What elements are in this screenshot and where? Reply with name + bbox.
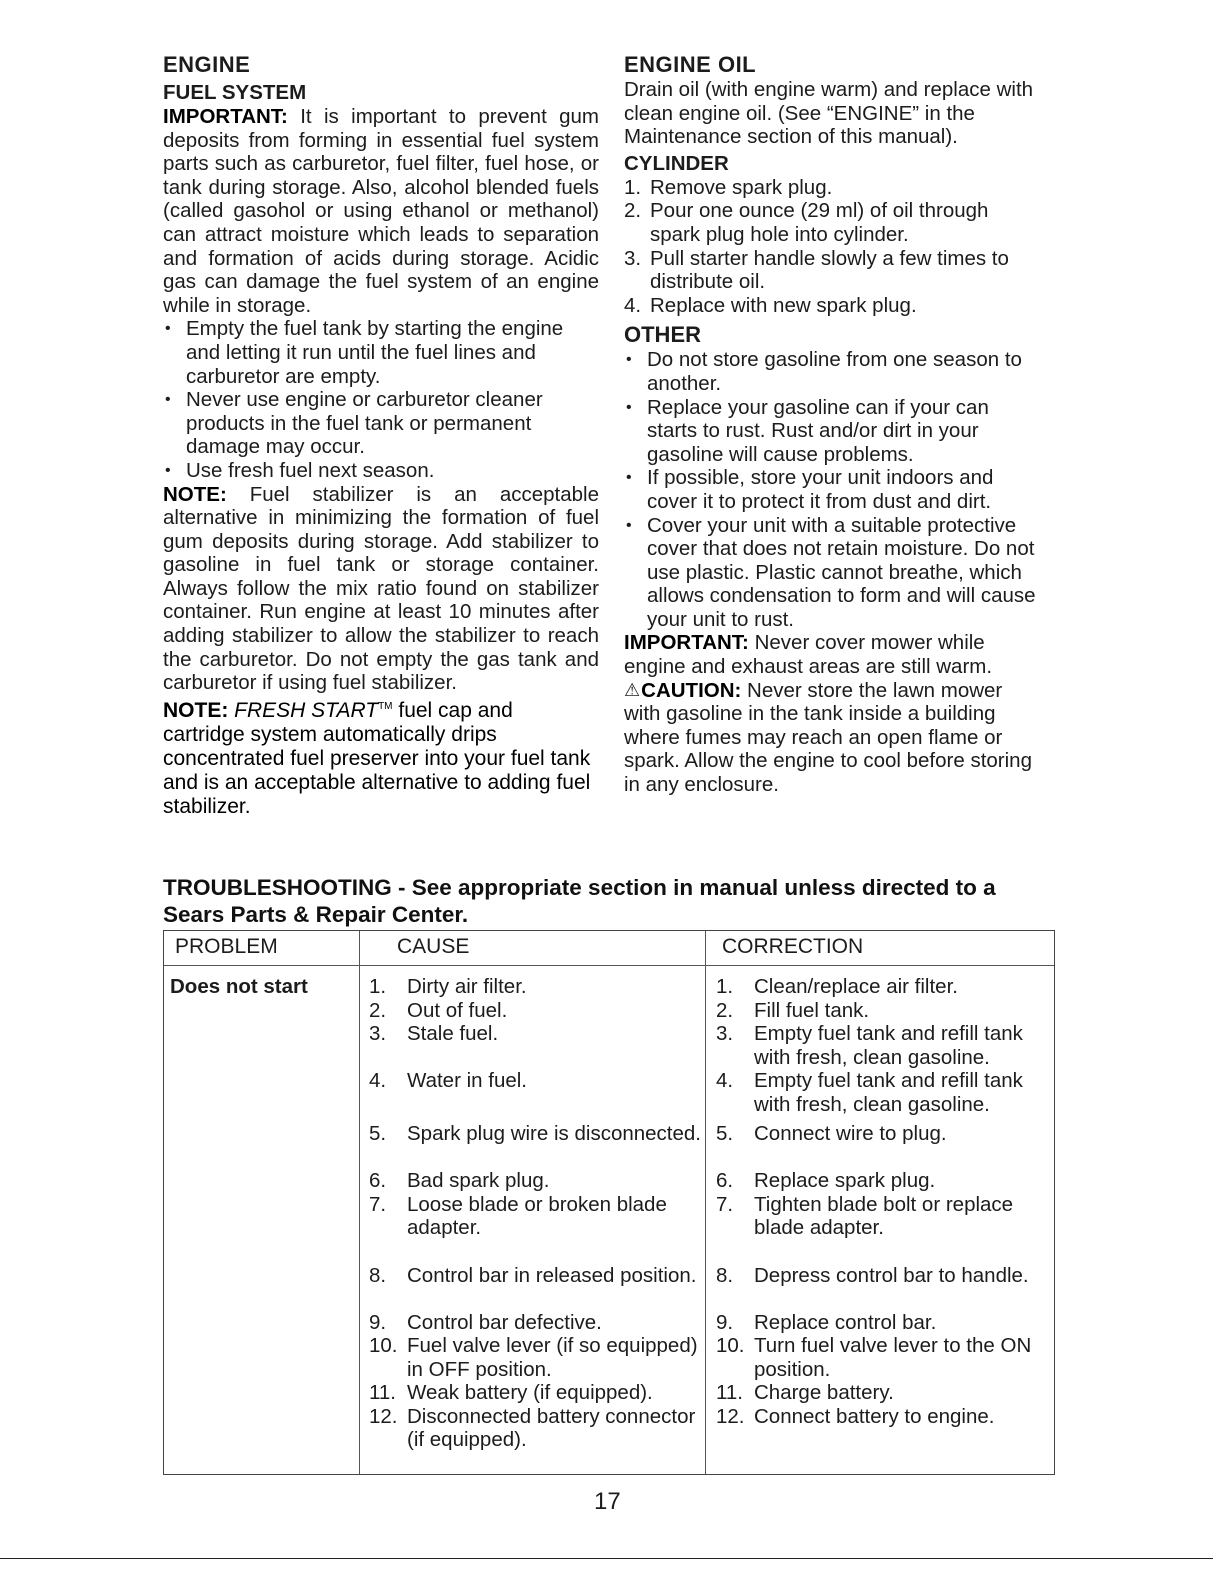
table-row xyxy=(716,975,1056,999)
step-number: 4. xyxy=(624,293,642,317)
item-number: 5. xyxy=(716,1122,734,1145)
table-row xyxy=(716,1264,1056,1311)
item-number: 11. xyxy=(369,1381,396,1404)
table-row xyxy=(369,1405,704,1452)
item-number: 3. xyxy=(369,1022,387,1045)
fuel-system-heading: FUEL SYSTEM xyxy=(163,81,307,104)
note-text: Fuel stabilizer is an acceptable alternative in minimizing the formation of fuel gum deposits during storage. Add stabilizer to gasoline in fuel tank or storage container. Always follow the mix ratio found on stabilizer container. Run engine at least 10 minutes after adding stabilizer to allow the stabilizer to reach the carburetor. Do not empty the gas tank and carburetor if using fuel stabilizer. xyxy=(163,482,599,695)
correction-text: Empty fuel tank and refill tank with fresh, clean gasoline. xyxy=(754,1022,1023,1069)
table-row xyxy=(369,1069,704,1122)
step-text: Pull starter handle slowly a few times to distribute oil. xyxy=(650,246,1009,294)
list-item: • Do not store gasoline from one season to another. xyxy=(624,348,1044,395)
item-number: 4. xyxy=(716,1069,734,1092)
item-number: 1. xyxy=(369,975,387,998)
left-column xyxy=(163,52,599,819)
note-label: NOTE: xyxy=(163,698,229,722)
item-number: 10. xyxy=(369,1334,398,1357)
note-label: NOTE: xyxy=(163,482,227,506)
warning-triangle-icon: ⚠ xyxy=(624,679,641,700)
column-divider xyxy=(359,931,360,1474)
important-label: IMPORTANT: xyxy=(624,631,749,655)
table-row xyxy=(716,1405,1056,1452)
correction-text: Clean/replace air filter. xyxy=(754,975,958,998)
correction-text: Tighten blade bolt or replace blade adapter. xyxy=(754,1192,1014,1239)
step-number: 3. xyxy=(624,246,642,270)
problem-cell: Does not start xyxy=(170,975,308,998)
column-divider xyxy=(705,931,706,1474)
cause-text: Disconnected battery connector (if equipped). xyxy=(407,1404,696,1451)
item-number: 6. xyxy=(369,1169,387,1192)
trademark-mark: TM xyxy=(378,700,393,712)
header-cause: CAUSE xyxy=(397,935,470,958)
item-number: 10. xyxy=(716,1334,745,1357)
table-row xyxy=(716,999,1056,1023)
list-item: • If possible, store your unit indoors and cover it to protect it from dust and dirt. xyxy=(624,466,1044,513)
other-bullet-list xyxy=(624,348,1044,631)
table-row xyxy=(369,1122,704,1169)
item-number: 2. xyxy=(369,998,387,1022)
list-item: • Replace your gasoline can if your can starts to rust. Rust and/or dirt in your gasoline will cause problems. xyxy=(624,396,1044,467)
item-number: 8. xyxy=(716,1263,734,1287)
troubleshooting-table xyxy=(163,930,1055,1475)
list-item xyxy=(624,294,1044,318)
table-row xyxy=(716,1311,1056,1335)
engine-heading: ENGINE xyxy=(163,52,251,77)
step-number: 2. xyxy=(624,199,642,223)
cause-text: Water in fuel. xyxy=(407,1069,528,1092)
step-text: Pour one ounce (29 ml) of oil through spark plug hole into cylinder. xyxy=(650,199,989,246)
list-item: • Cover your unit with a suitable protective cover that does not retain moisture. Do not use plastic. Plastic cannot breathe, which allows condensation to form and will cause your unit to rust. xyxy=(624,514,1044,632)
table-row xyxy=(369,999,704,1023)
step-text: Remove spark plug. xyxy=(650,175,833,199)
table-row xyxy=(369,1169,704,1193)
important-text: It is important to prevent gum deposits from forming in essential fuel system parts such as carburetor, fuel filter, fuel hose, or tank during storage. Also, alcohol blended fuels (called gasohol or using ethanol or methanol) can attract moisture which leads to separation and formation of acids during storage. Acidic gas can damage the fuel system of an engine while in storage. xyxy=(163,105,599,317)
footer-divider xyxy=(0,1558,1213,1559)
caution-label: CAUTION: xyxy=(641,678,742,702)
header-divider xyxy=(164,965,1054,966)
fresh-start-brand: FRESH START xyxy=(234,698,379,722)
table-row xyxy=(369,1334,704,1381)
caution-paragraph xyxy=(624,679,1044,797)
correction-text: Fill fuel tank. xyxy=(754,998,870,1022)
item-number: 5. xyxy=(369,1122,387,1145)
item-number: 4. xyxy=(369,1069,387,1092)
table-row xyxy=(369,1022,704,1069)
fuel-bullet-list xyxy=(163,317,599,482)
correction-text: Turn fuel valve lever to the ON position. xyxy=(754,1334,1032,1381)
table-row xyxy=(716,1334,1056,1381)
correction-list xyxy=(716,975,1056,1452)
correction-text: Replace spark plug. xyxy=(754,1169,936,1192)
step-number: 1. xyxy=(624,175,642,199)
cause-text: Fuel valve lever (if so equipped) in OFF position. xyxy=(407,1334,698,1381)
item-number: 3. xyxy=(716,1022,734,1045)
table-row xyxy=(369,1193,704,1264)
cylinder-heading: CYLINDER xyxy=(624,151,729,175)
correction-text: Depress control bar to handle. xyxy=(754,1263,1029,1287)
item-number: 9. xyxy=(369,1310,387,1334)
correction-text: Replace control bar. xyxy=(754,1310,937,1334)
item-number: 2. xyxy=(716,998,734,1022)
table-row xyxy=(369,975,704,999)
item-number: 9. xyxy=(716,1310,734,1334)
item-number: 8. xyxy=(369,1263,387,1287)
cylinder-steps xyxy=(624,176,1044,318)
important-paragraph xyxy=(163,105,599,317)
list-item xyxy=(624,199,1044,246)
important-label: IMPORTANT: xyxy=(163,105,288,128)
item-number: 12. xyxy=(716,1404,745,1428)
correction-text: Charge battery. xyxy=(754,1381,894,1404)
right-column xyxy=(624,52,1044,797)
correction-text: Connect wire to plug. xyxy=(754,1122,947,1145)
cause-text: Control bar defective. xyxy=(407,1310,602,1334)
engine-oil-heading: ENGINE OIL xyxy=(624,52,757,77)
item-number: 7. xyxy=(716,1192,734,1216)
cause-text: Bad spark plug. xyxy=(407,1169,550,1192)
correction-text: Empty fuel tank and refill tank with fresh, clean gasoline. xyxy=(754,1069,1023,1116)
header-correction: CORRECTION xyxy=(722,935,864,958)
note-text: fuel cap and cartridge system automatically drips concentrated fuel preserver into your fuel tank and is an acceptable alternative to adding fuel stabilizer. xyxy=(163,698,591,818)
page-number: 17 xyxy=(594,1488,621,1515)
list-item: • Never use engine or carburetor cleaner products in the fuel tank or permanent damage may occur. xyxy=(163,388,599,459)
cause-text: Out of fuel. xyxy=(407,998,508,1022)
item-number: 1. xyxy=(716,975,734,998)
important-text: Never cover mower while engine and exhaust areas are still warm. xyxy=(624,631,993,679)
table-row xyxy=(716,1381,1056,1405)
troubleshooting-title: TROUBLESHOOTING - See appropriate section in manual unless directed to a Sears Parts & Repair Center. xyxy=(163,875,996,927)
list-item xyxy=(624,247,1044,294)
table-row xyxy=(716,1193,1056,1264)
table-row xyxy=(716,1069,1056,1122)
table-row xyxy=(716,1169,1056,1193)
cause-text: Spark plug wire is disconnected. xyxy=(407,1122,701,1145)
list-item: • Use fresh fuel next season. xyxy=(163,459,599,483)
item-number: 12. xyxy=(369,1404,398,1428)
item-number: 6. xyxy=(716,1169,734,1192)
item-number: 7. xyxy=(369,1192,387,1216)
cause-list xyxy=(369,975,704,1452)
note-fresh-start xyxy=(163,695,599,819)
item-number: 11. xyxy=(716,1381,743,1404)
table-row xyxy=(716,1122,1056,1169)
table-row xyxy=(369,1311,704,1335)
cause-text: Weak battery (if equipped). xyxy=(407,1381,653,1404)
table-row xyxy=(369,1264,704,1311)
other-heading: OTHER xyxy=(624,322,701,348)
cause-text: Loose blade or broken blade adapter. xyxy=(407,1192,667,1239)
step-text: Replace with new spark plug. xyxy=(650,293,917,317)
engine-oil-text: Drain oil (with engine warm) and replace with clean engine oil. (See “ENGINE” in the Maintenance section of this manual). xyxy=(624,78,1034,149)
note-stabilizer xyxy=(163,483,599,695)
important-paragraph xyxy=(624,631,1044,678)
table-row xyxy=(716,1022,1056,1069)
correction-text: Connect battery to engine. xyxy=(754,1404,995,1428)
list-item xyxy=(624,176,1044,200)
list-item: • Empty the fuel tank by starting the engine and letting it run until the fuel lines and carburetor are empty. xyxy=(163,317,599,388)
cause-text: Control bar in released position. xyxy=(407,1263,697,1287)
table-row xyxy=(369,1381,704,1405)
header-problem: PROBLEM xyxy=(175,935,278,958)
cause-text: Stale fuel. xyxy=(407,1022,499,1045)
cause-text: Dirty air filter. xyxy=(407,975,527,998)
caution-text: Never store the lawn mower with gasoline in the tank inside a building where fumes may reach an open flame or spark. Allow the engine to cool before storing in any enclosure. xyxy=(624,678,1032,797)
